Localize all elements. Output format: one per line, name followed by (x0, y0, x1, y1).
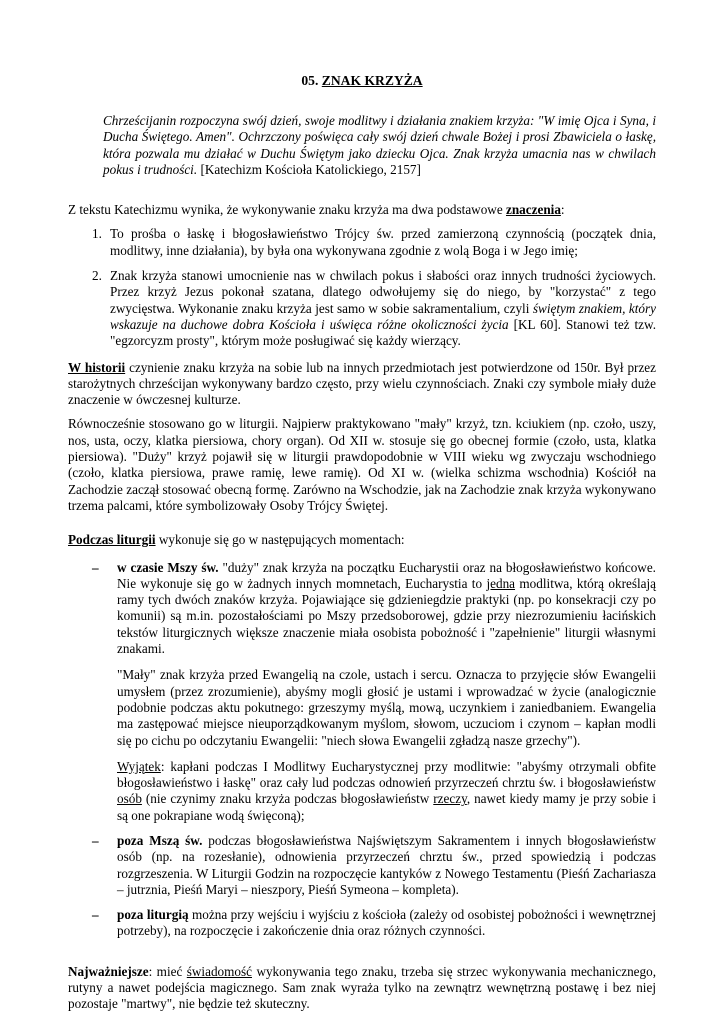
meaning-1-text: To prośba o łaskę i błogosławieństwo Trójcy św. przed zamierzoną czynnością (początek dnia, modlitwy, inne działania), by była ona wykonywana zgodnie z wolą Boga i w Jego imię; (110, 226, 656, 258)
list-item (68, 833, 656, 898)
dash-marker: – (92, 907, 99, 923)
catechism-quote-paragraph: Chrześcijanin rozpoczyna swój dzień, swoje modlitwy i działania znakiem krzyża: "W imię Ojca i Syna, i Ducha Świętego. Amen". Ochrzczony poświęca cały swój dzień chwale Bożej i prosi Zbawiciela o łaskę, która pozwala mu działać w Duchu Świętym jako dziecku Ojca. Znak krzyża umacnia nas w chwilach pokus i trudności. [Katechizm Kościoła Katolickiego, 2157] (103, 113, 656, 177)
exception-paragraph: Wyjątek: kapłani podczas I Modlitwy Eucharystycznej przy modlitwie: "abyśmy otrzymali obfite błogosławieństwo i łaskę" oraz cały lud podczas odnowień przyrzeczeń chrztu św. i błogosławieństw osób (nie czynimy znaku krzyża podczas błogosławieństw rzeczy, nawet kiedy mamy je przy sobie i są one pokrapiane wodą święconą); (117, 758, 656, 823)
outside-liturgy-paragraph: poza liturgią można przy wejściu i wyjściu z kościoła (zależy od osobistej pobożności i wewnętrznej potrzeby), na rozpoczęcie i zakończenie dnia oraz różnych czynności. (117, 907, 657, 939)
history-paragraph-2: Równocześnie stosowano go w liturgii. Najpierw praktykowano "mały" krzyż, tzn. kciukiem (np. czoło, uszy, nos, usta, oczy, klatka piersiowa, chory organ). Od XII w. stosuje się go obecnej formie (czoło, usta, klatka piersiowa). "Duży" krzyż pojawił się w liturgii prawdopodobnie w VIII wieku wg zwyczaju wschodniego (czoło, klatka piersiowa, prawe ramię, lewe ramię). Od XI w. (wielka schizma wschodnia) Kościół na Zachodzie zaczął stosować obecną formę. Zarówno na Wschodzie, jak na Zachodzie znak krzyża wykonywano trzema palcami, które symbolizowały Osoby Trójcy Świętej. (68, 416, 656, 513)
list-item-body (117, 560, 656, 824)
outside-mass-paragraph: poza Mszą św. podczas błogosławieństwa Najświętszym Sakramentem i innych błogosławieństw osób (np. na rozesłanie), odnowienia przyrzeczeń chrztu św., przed spowiedzią i podczas rozgrzeszenia. W Liturgii Godzin na rozpoczęcie kantyków z Nowego Testamentu (Pieśń Zachariasza – jutrznia, Pieśń Maryi – nieszpory, Pieśń Symeona – kompleta). (117, 832, 656, 897)
list-item-body (110, 268, 656, 349)
list-item-body (117, 907, 656, 940)
list-number: 1. (92, 226, 102, 242)
dash-marker: – (92, 559, 99, 575)
title-number: 05. (301, 73, 319, 88)
mass-sign-paragraph: w czasie Mszy św. "duży" znak krzyża na początku Eucharystii oraz na błogosławieństwo końcowe. Nie wykonuje się go w żadnych innych momnetach, Eucharystia to jedna modlitwa, którą określają ramy tych dwóch znaków krzyża. Pojawiające się gdzieniegdzie praktyki (np. po konsekracji czy po komunii) są m.in. pozostałościami po Mszy przedsoborowej, gdzie przy niezrozumieniu łacińskich tekstów liturgicznych większe znaczenie miała osobista pobożność i "zapełnienie" liturgii własnymi znakami. (117, 559, 657, 657)
list-item (68, 907, 656, 940)
title-text: ZNAK KRZYŻA (321, 73, 423, 88)
list-item-body (110, 226, 656, 259)
dash-marker: – (92, 832, 99, 848)
meanings-list (68, 226, 656, 349)
list-number: 2. (92, 268, 102, 284)
liturgy-heading-paragraph: Podczas liturgii wykonuje się go w następujących momentach: (68, 532, 405, 548)
liturgy-moments-list (68, 560, 656, 940)
list-item (68, 560, 656, 824)
intro-paragraph: Z tekstu Katechizmu wynika, że wykonywanie znaku krzyża ma dwa podstawowe znaczenia: (68, 202, 565, 218)
list-item (68, 268, 656, 349)
list-item (68, 226, 656, 259)
small-cross-paragraph: "Mały" znak krzyża przed Ewangelią na czole, ustach i sercu. Oznacza to przyjęcie słów Ewangelii umysłem (przez zrozumienie), abyśmy mogli głosić je ustami i wprowadzać w życie (analogicznie podobnie podczas aktu pokutnego: grzeszymy myślą, mową, uczynkiem i zaniedbaniem. Ewangelia ma zastępować miejsce nieuporządkowanym myślom, słowom, uczuciom i czynom – kapłan modli się po cichu po odczytaniu Ewangelii: "niech słowa Ewangelii zgładzą nasze grzechy"). (117, 667, 656, 748)
document-title (68, 72, 656, 89)
history-paragraph-1: W historii czynienie znaku krzyża na sobie lub na innych przedmiotach jest potwierdzone od 150r. Był przez starożytnych chrześcijan wykonywany bardzo często, przy wielu czynnościach. Znaki czy symbole miały duże znaczenie w ówczesnej kulturze. (68, 359, 656, 408)
conclusion-paragraph: Najważniejsze: mieć świadomość wykonywania tego znaku, trzeba się strzec wykonywania mechanicznego, rutyny a nawet podejścia magicznego. Sam znak wyraża tylko na zewnątrz wewnętrzną postawę i bez niej pozostaje "martwy", nie będzie też skuteczny. (68, 963, 656, 1012)
meaning-2-text: Znak krzyża stanowi umocnienie nas w chwilach pokus i słabości oraz innych trudności życiowych. Przez krzyż Jezus pokonał szatana, dlatego odwołujemy się do niego, by "korzystać" z tego zwycięstwa. Wykonanie znaku krzyża jest samo w sobie sakramentalium, czyli świętym znakiem, który wskazuje na duchowe dobra Kościoła i uświęca różne okoliczności życia [KL 60]. Stanowi też tzw. "egzorcyzm prosty", którym może posługiwać się każdy wierzący. (110, 268, 657, 349)
list-item-body (117, 833, 656, 898)
